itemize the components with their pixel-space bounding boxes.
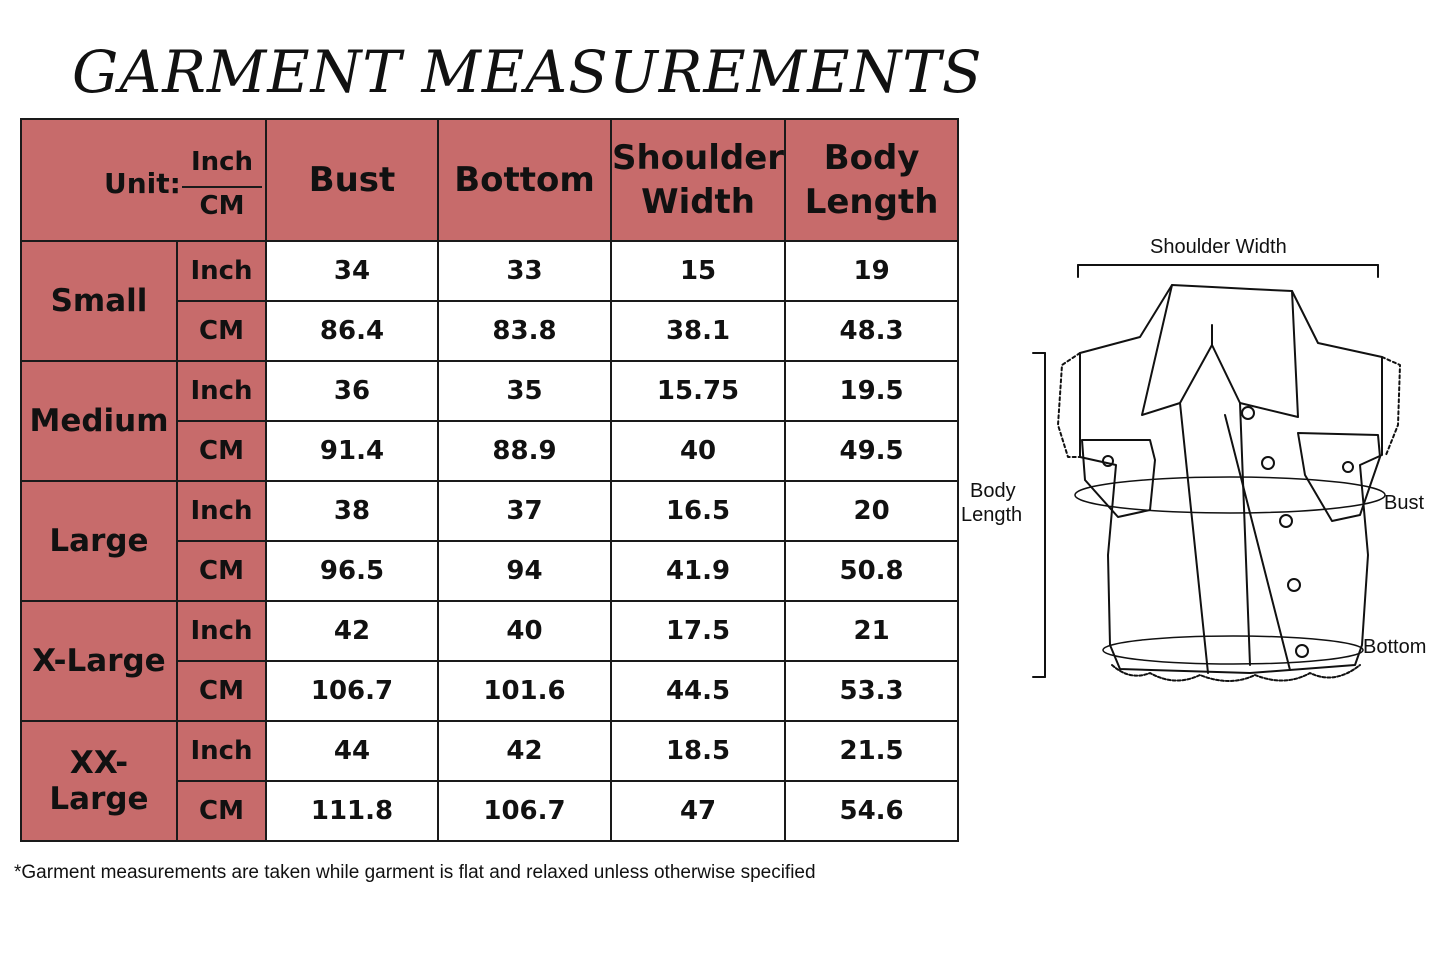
cell-bottom: 40 (438, 601, 611, 661)
row-unit-cm: CM (177, 781, 266, 841)
cell-shoulder-width: 38.1 (611, 301, 785, 361)
cell-bust: 38 (266, 481, 438, 541)
cell-shoulder-width: 40 (611, 421, 785, 481)
cell-bottom: 37 (438, 481, 611, 541)
size-label: X-Large (21, 601, 177, 721)
table-row (21, 361, 958, 421)
cell-body-length: 48.3 (785, 301, 958, 361)
unit-inch-label: Inch (182, 140, 262, 188)
cell-shoulder-width: 47 (611, 781, 785, 841)
row-unit-cm: CM (177, 301, 266, 361)
shoulder-width-label: Shoulder Width (1150, 236, 1287, 258)
row-unit-cm: CM (177, 421, 266, 481)
size-chart-table (20, 118, 959, 842)
row-unit-inch: Inch (177, 481, 266, 541)
unit-header-cell (21, 119, 266, 241)
cell-shoulder-width: 16.5 (611, 481, 785, 541)
cell-shoulder-width: 15 (611, 241, 785, 301)
body-length-label-line1: Body (970, 480, 1016, 502)
size-label: Medium (21, 361, 177, 481)
size-label: Large (21, 481, 177, 601)
row-unit-cm: CM (177, 661, 266, 721)
cell-body-length: 20 (785, 481, 958, 541)
cell-shoulder-width: 17.5 (611, 601, 785, 661)
column-header-body-length: Body Length (785, 119, 958, 241)
body-length-label-line2: Length (961, 504, 1023, 526)
cell-shoulder-width: 18.5 (611, 721, 785, 781)
table-row (21, 721, 958, 781)
row-unit-inch: Inch (177, 601, 266, 661)
cell-bottom: 88.9 (438, 421, 611, 481)
cell-bust: 96.5 (266, 541, 438, 601)
unit-cm-label: CM (199, 191, 245, 221)
size-label: XX-Large (21, 721, 177, 841)
table-row (21, 601, 958, 661)
cell-body-length: 54.6 (785, 781, 958, 841)
cell-shoulder-width: 41.9 (611, 541, 785, 601)
cell-bottom: 42 (438, 721, 611, 781)
unit-label: Unit: (104, 167, 181, 200)
cell-bust: 86.4 (266, 301, 438, 361)
bottom-label: Bottom (1363, 636, 1427, 658)
cell-body-length: 21.5 (785, 721, 958, 781)
cell-bottom: 35 (438, 361, 611, 421)
cell-body-length: 50.8 (785, 541, 958, 601)
row-unit-inch: Inch (177, 721, 266, 781)
cell-bottom: 106.7 (438, 781, 611, 841)
cell-bust: 42 (266, 601, 438, 661)
column-header-shoulder-width: Shoulder Width (611, 119, 785, 241)
cell-body-length: 49.5 (785, 421, 958, 481)
cell-bottom: 94 (438, 541, 611, 601)
cell-shoulder-width: 44.5 (611, 661, 785, 721)
cell-bust: 111.8 (266, 781, 438, 841)
page-title: GARMENT MEASUREMENTS (72, 38, 983, 106)
cell-bust: 36 (266, 361, 438, 421)
cell-bust: 91.4 (266, 421, 438, 481)
table-row (21, 241, 958, 301)
row-unit-inch: Inch (177, 241, 266, 301)
cell-body-length: 21 (785, 601, 958, 661)
cell-bust: 106.7 (266, 661, 438, 721)
cell-shoulder-width: 15.75 (611, 361, 785, 421)
cell-body-length: 53.3 (785, 661, 958, 721)
cell-bottom: 83.8 (438, 301, 611, 361)
cell-bust: 44 (266, 721, 438, 781)
cell-bust: 34 (266, 241, 438, 301)
cell-bottom: 33 (438, 241, 611, 301)
cell-body-length: 19 (785, 241, 958, 301)
row-unit-cm: CM (177, 541, 266, 601)
row-unit-inch: Inch (177, 361, 266, 421)
cell-bottom: 101.6 (438, 661, 611, 721)
measurement-note: *Garment measurements are taken while garment is flat and relaxed unless otherwise specified (14, 862, 816, 883)
bust-label: Bust (1384, 492, 1425, 514)
column-header-bottom: Bottom (438, 119, 611, 241)
cell-body-length: 19.5 (785, 361, 958, 421)
size-label: Small (21, 241, 177, 361)
vest-diagram (950, 225, 1445, 715)
table-row (21, 481, 958, 541)
column-header-bust: Bust (266, 119, 438, 241)
